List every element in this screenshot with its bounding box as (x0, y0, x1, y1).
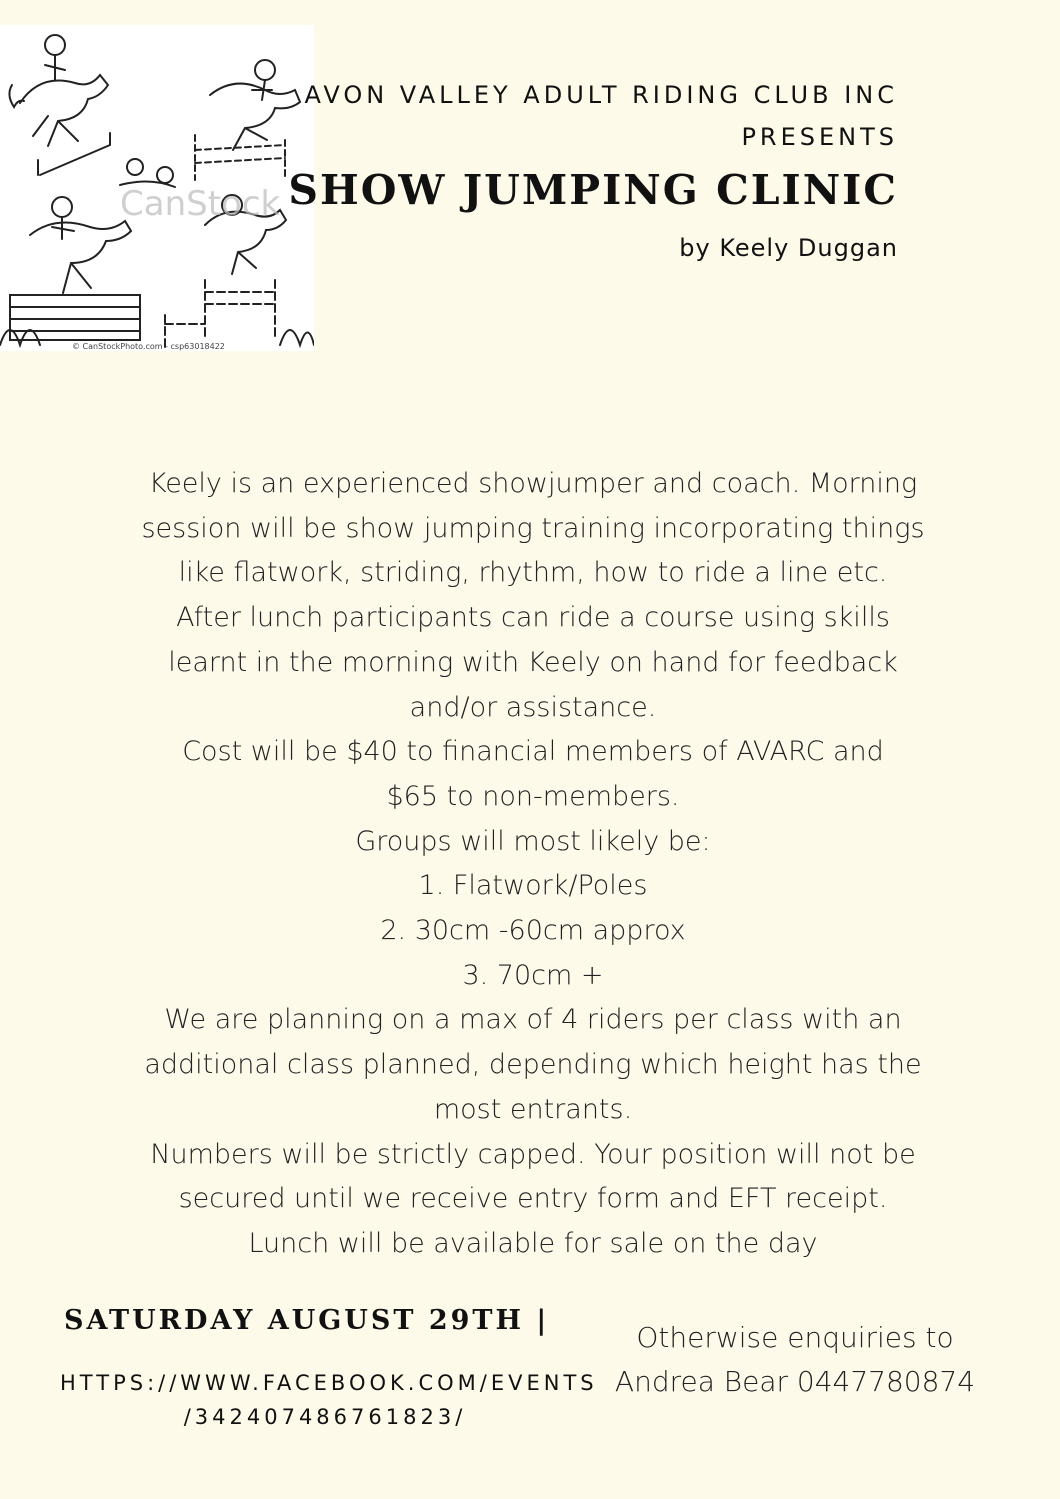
description-line: We are planning on a max of 4 riders per class with an (164, 1004, 902, 1036)
event-title: SHOW JUMPING CLINIC (288, 166, 898, 214)
group-item: 2. 30cm -60cm approx (380, 915, 686, 947)
description-line: Keely is an experienced showjumper and coach. Morning (148, 468, 918, 499)
link-line-1: HTTPS://WWW.FACEBOOK.COM/EVENTS (60, 1371, 598, 1395)
description-line: like flatwork, striding, rhythm, how to ride a line etc. (178, 557, 888, 589)
coach-byline: by Keely Duggan (679, 234, 898, 262)
link-line-2: /342407486761823/ (183, 1405, 467, 1429)
description-line: Numbers will be strictly capped. Your position will not be (150, 1138, 916, 1170)
description-line: learnt in the morning with Keely on hand for feedback (168, 646, 898, 678)
organizer-name: AVON VALLEY ADULT RIDING CLUB INC (304, 81, 898, 109)
description-line: secured until we receive entry form and EFT receipt. (178, 1183, 888, 1215)
group-item: 3. 70cm + (462, 959, 604, 991)
contact-name-phone: Andrea Bear 0447780874 (614, 1365, 976, 1398)
group-item: 1. Flatwork/Poles (418, 870, 648, 902)
description-line: additional class planned, depending which height has the (144, 1049, 922, 1081)
description-line: After lunch participants can ride a course using skills (176, 602, 890, 634)
description-line: most entrants. (433, 1093, 633, 1125)
watermark-text: CanStock (120, 184, 281, 224)
presents-label: PRESENTS (741, 123, 898, 151)
event-description (100, 462, 966, 1267)
facebook-event-link[interactable] (60, 1366, 598, 1434)
enquiries-contact (595, 1316, 995, 1404)
cartoon-show-jumping-illustration (0, 25, 314, 351)
description-line: and/or assistance. (409, 691, 657, 723)
groups-heading: Groups will most likely be: (355, 825, 711, 857)
lunch-line: Lunch will be available for sale on the day (248, 1227, 818, 1259)
cost-line: Cost will be $40 to financial members of AVARC and (182, 736, 884, 768)
show-jumping-riders-icon (0, 25, 314, 351)
description-line: session will be show jumping training incorporating things (141, 512, 925, 544)
enquiries-label: Otherwise enquiries to (636, 1321, 954, 1354)
organizer-heading (298, 74, 898, 158)
cost-line: $65 to non-members. (386, 780, 680, 812)
event-date: SATURDAY AUGUST 29TH | (64, 1305, 550, 1336)
image-credit: © CanStockPhoto.com - csp63018422 (72, 342, 225, 351)
